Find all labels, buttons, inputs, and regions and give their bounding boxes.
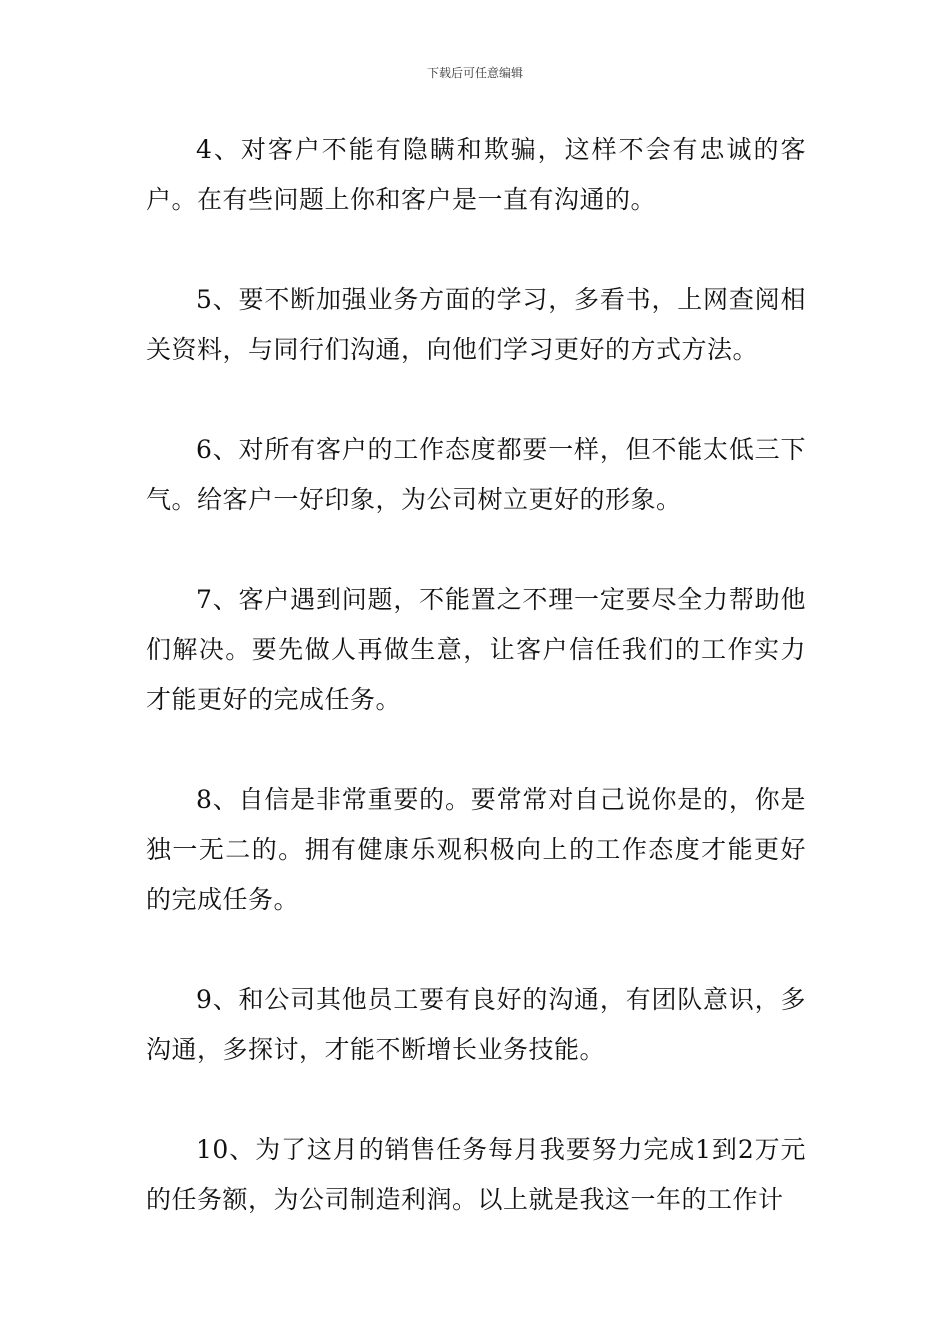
document-body — [146, 125, 806, 1225]
paragraph-item-10: 10、为了这月的销售任务每月我要努力完成1到2万元的任务额，为公司制造利润。以上就是我这一年的工作计 — [146, 1135, 806, 1214]
paragraph-item-7: 7、客户遇到问题，不能置之不理一定要尽全力帮助他们解决。要先做人再做生意，让客户信任我们的工作实力才能更好的完成任务。 — [146, 585, 806, 714]
paragraph-item-9: 9、和公司其他员工要有良好的沟通，有团队意识，多沟通，多探讨，才能不断增长业务技能。 — [146, 985, 806, 1064]
page-header: 下载后可任意编辑 — [426, 66, 523, 80]
paragraph-item-4: 4、对客户不能有隐瞒和欺骗，这样不会有忠诚的客户。在有些问题上你和客户是一直有沟通的。 — [146, 135, 806, 214]
paragraph-item-6: 6、对所有客户的工作态度都要一样，但不能太低三下气。给客户一好印象，为公司树立更好的形象。 — [146, 435, 806, 514]
paragraph-item-5: 5、要不断加强业务方面的学习，多看书，上网查阅相关资料，与同行们沟通，向他们学习更好的方式方法。 — [146, 285, 806, 364]
paragraph-item-8: 8、自信是非常重要的。要常常对自己说你是的，你是独一无二的。拥有健康乐观积极向上的工作态度才能更好的完成任务。 — [146, 785, 806, 914]
